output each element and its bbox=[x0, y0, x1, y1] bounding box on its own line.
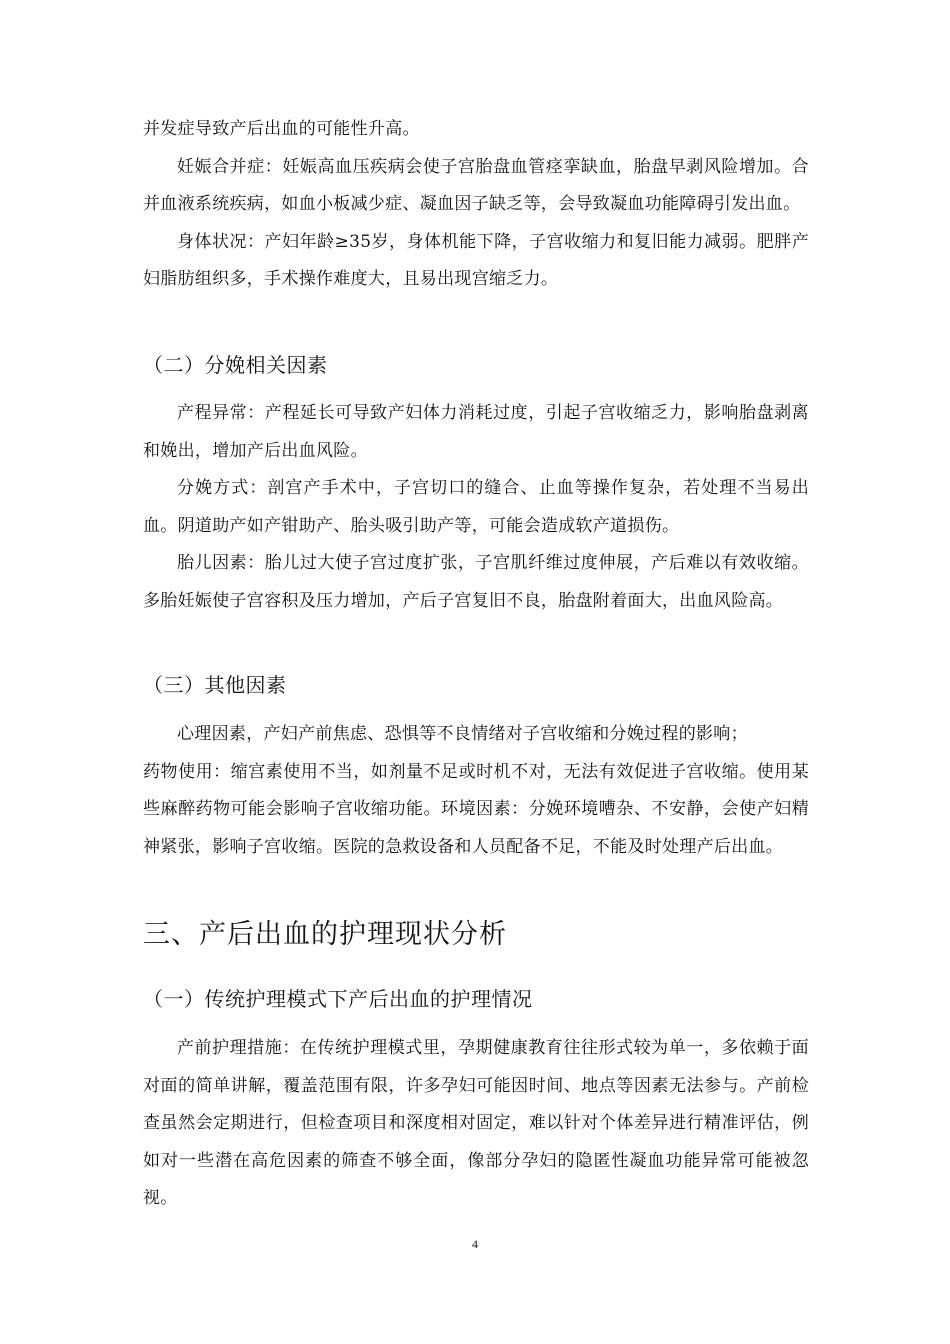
paragraph-block-2 bbox=[143, 395, 809, 620]
subheading-delivery-factors: （二）分娩相关因素 bbox=[143, 353, 328, 377]
paragraph-prenatal-nursing: 产前护理措施：在传统护理模式里，孕期健康教育往往形式较为单一，多依赖于面对面的简单讲解，覆盖范围有限，许多孕妇可能因时间、地点等因素无法参与。产前检查虽然会定期进行，但检查项目和深度相对固定，难以针对个体差异进行精准评估，例如对一些潜在高危因素的筛查不够全面，像部分孕妇的隐匿性凝血功能异常可能被忽视。 bbox=[143, 1038, 809, 1208]
subheading-other-factors: （三）其他因素 bbox=[143, 673, 287, 697]
page-number: 4 bbox=[472, 1237, 478, 1251]
paragraph-fetal-factors: 胎儿因素：胎儿过大使子宫过度扩张，子宫肌纤维过度伸展，产后难以有效收缩。多胎妊娠使子宫容积及压力增加，产后子宫复旧不良，胎盘附着面大，出血风险高。 bbox=[143, 553, 809, 611]
paragraph-delivery-method: 分娩方式：剖宫产手术中，子宫切口的缝合、止血等操作复杂，若处理不当易出血。阴道助产如产钳助产、胎头吸引助产等，可能会造成软产道损伤。 bbox=[143, 478, 809, 536]
paragraph-block-3 bbox=[143, 716, 809, 866]
paragraph-block-1 bbox=[143, 111, 809, 299]
subheading-traditional-nursing: （一）传统护理模式下产后出血的护理情况 bbox=[143, 987, 533, 1011]
paragraph-drug-environment-factors: 药物使用：缩宫素使用不当，如剂量不足或时机不对，无法有效促进子宫收缩。使用某些麻醉药物可能会影响子宫收缩功能。环境因素：分娩环境嘈杂、不安静，会使产妇精神紧张，影响子宫收缩。医院的急救设备和人员配备不足，不能及时处理产后出血。 bbox=[143, 761, 809, 857]
paragraph-block-4 bbox=[143, 1030, 809, 1218]
paragraph-continuation: 并发症导致产后出血的可能性升高。 bbox=[143, 119, 420, 139]
section-heading-nursing-status: 三、产后出血的护理现状分析 bbox=[143, 919, 507, 950]
paragraph-labor-abnormality: 产程异常：产程延长可导致产妇体力消耗过度，引起子宫收缩乏力，影响胎盘剥离和娩出，增加产后出血风险。 bbox=[143, 403, 809, 461]
paragraph-physical-condition: 身体状况：产妇年龄≥35岁，身体机能下降，子宫收缩力和复旧能力减弱。肥胖产妇脂肪组织多，手术操作难度大，且易出现宫缩乏力。 bbox=[143, 231, 809, 289]
paragraph-psychological-factors: 心理因素，产妇产前焦虑、恐惧等不良情绪对子宫收缩和分娩过程的影响； bbox=[177, 724, 748, 744]
paragraph-pregnancy-complications: 妊娠合并症：妊娠高血压疾病会使子宫胎盘血管痉挛缺血，胎盘早剥风险增加。合并血液系统疾病，如血小板减少症、凝血因子缺乏等，会导致凝血功能障碍引发出血。 bbox=[143, 156, 809, 214]
